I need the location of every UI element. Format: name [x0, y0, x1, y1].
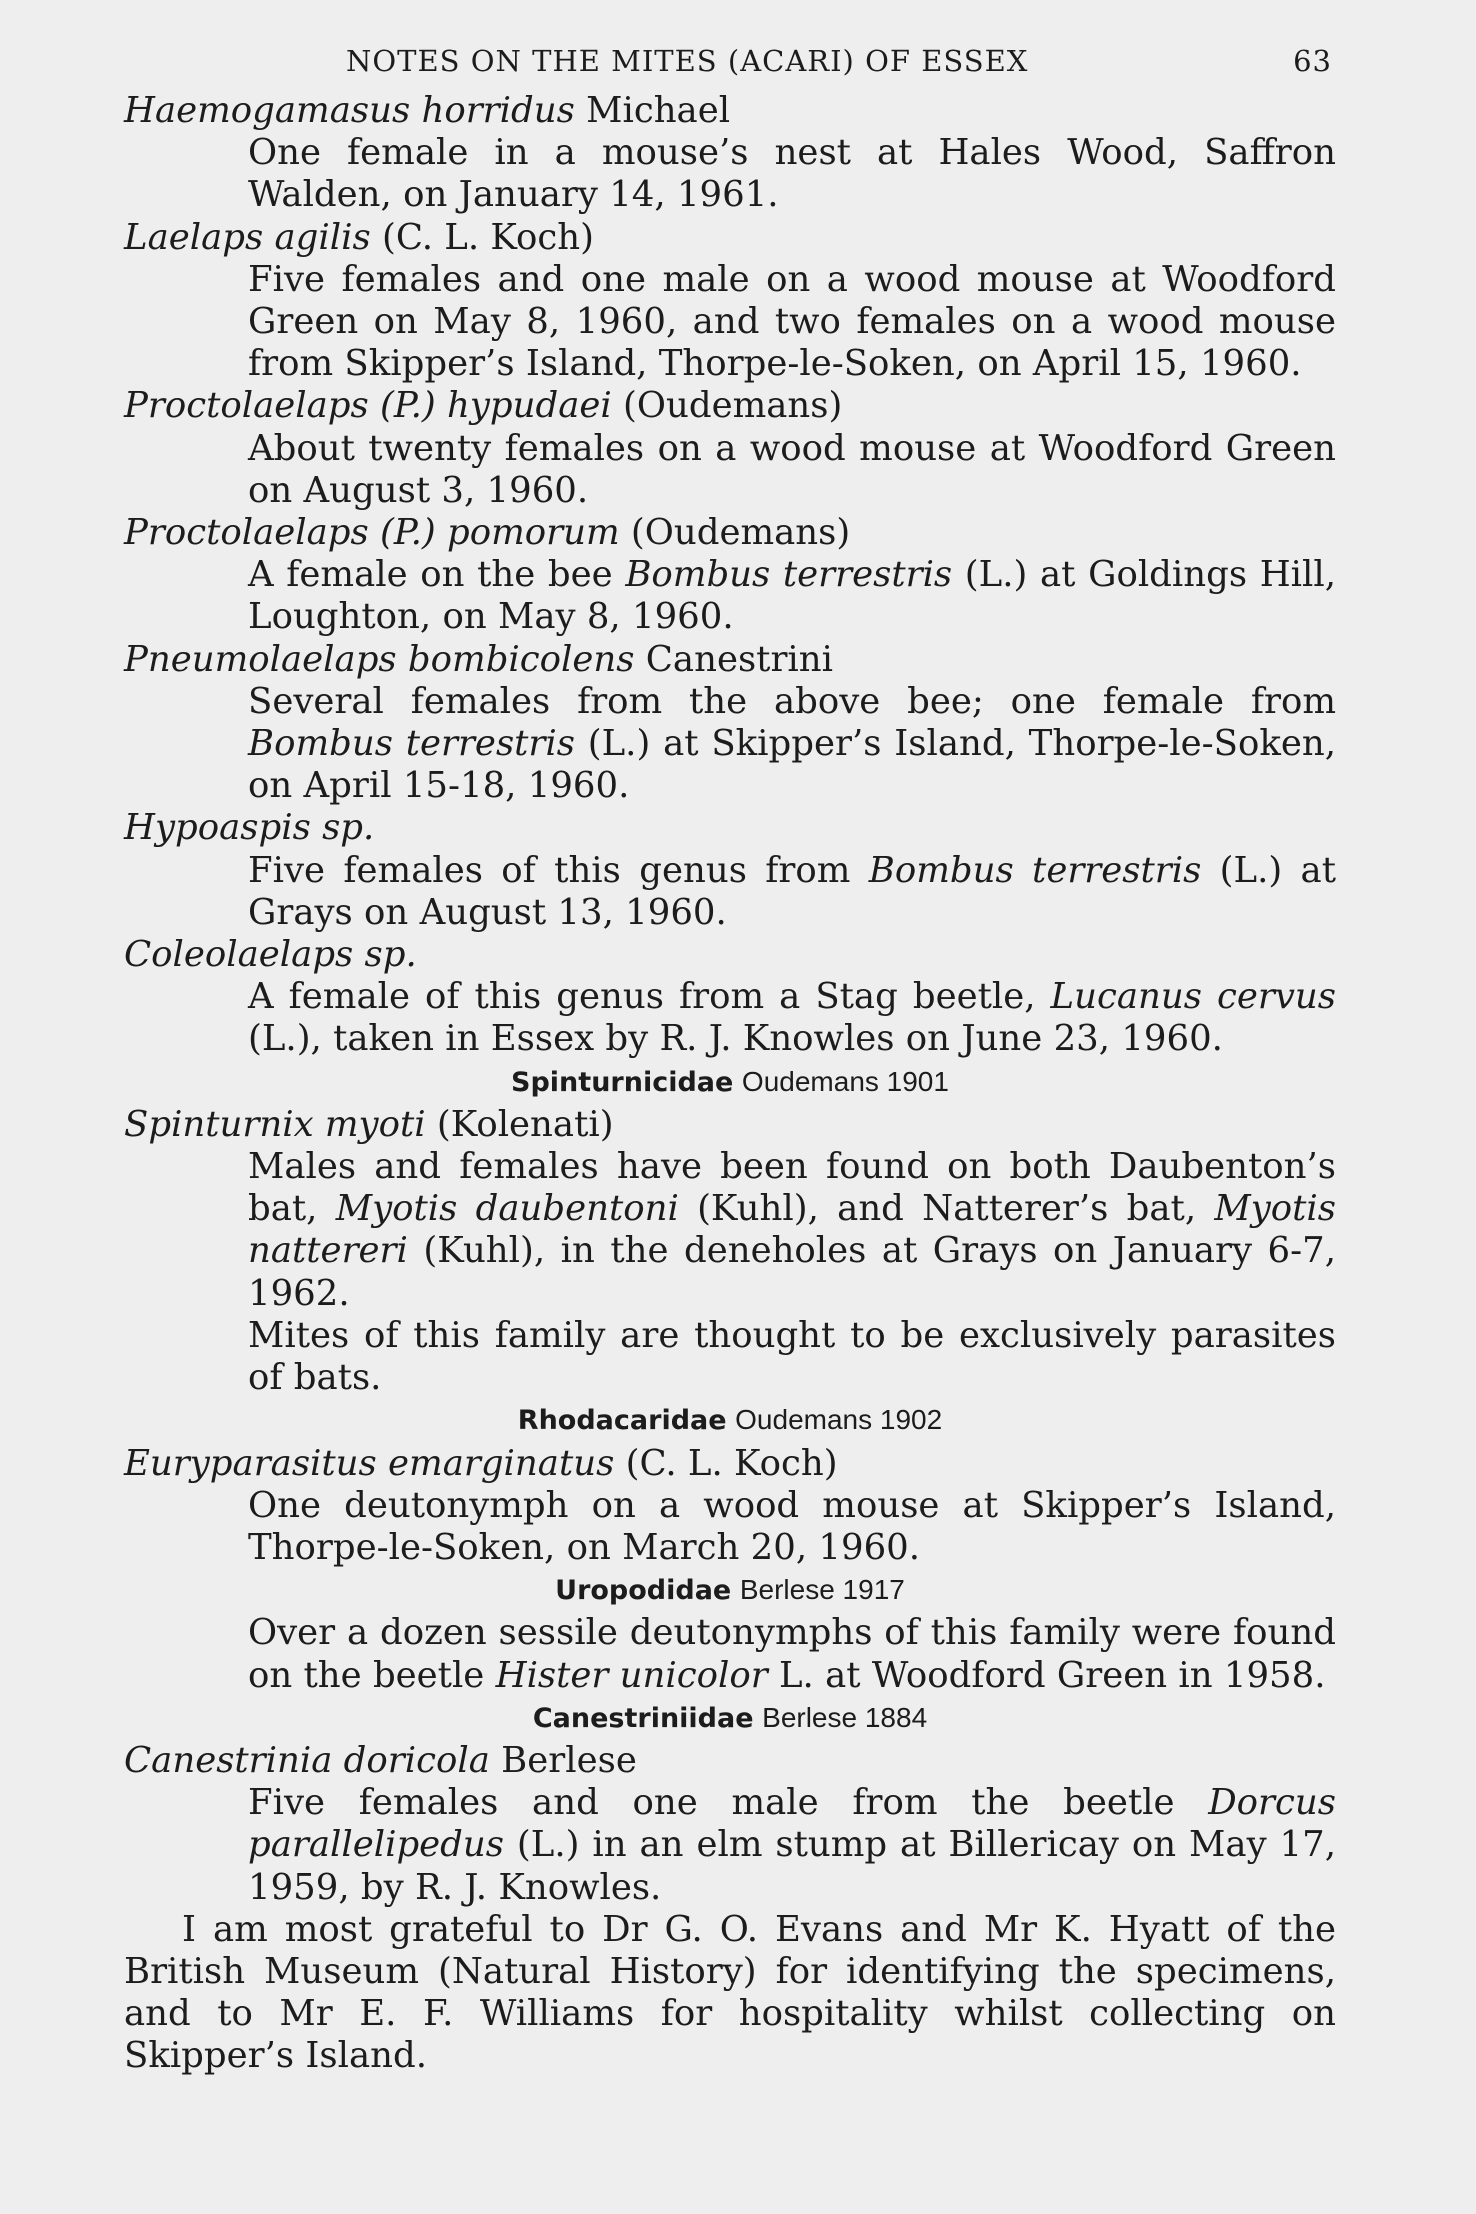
text-segment: (L.) at Skipper’s Island, Thorpe-le-Soken, on April 15-18, 1960. [248, 723, 1336, 807]
species-heading [124, 512, 1336, 554]
family-authority: Berlese 1917 [739, 1574, 905, 1606]
text-segment: (L.) at Grays on August 13, 1960. [248, 849, 1336, 933]
family-name: Rhodacaridae [517, 1405, 727, 1437]
family-heading [124, 1569, 1336, 1612]
species-name: Spinturnix myoti [124, 1103, 426, 1145]
family-authority: Berlese 1884 [762, 1701, 928, 1733]
species-name: Laelaps agilis [124, 216, 371, 258]
text-segment: A female on the bee [248, 554, 626, 596]
text-segment: (Kuhl), and Natterer’s bat, [678, 1188, 1215, 1230]
species-authority: (Kolenati) [436, 1103, 614, 1145]
species-heading [124, 639, 1336, 681]
text-segment: (L.), taken in Essex by R. J. Knowles on June 23, 1960. [248, 1018, 1223, 1060]
family-authority: Oudemans 1902 [735, 1404, 943, 1436]
species-authority: Michael [586, 90, 731, 131]
running-head [124, 40, 1336, 90]
record-text: Mites of this family are thought to be exclusively parasites of bats. [248, 1314, 1336, 1399]
text-segment: (Kuhl), in the deneholes at Grays on January 6-7, 1962. [248, 1230, 1336, 1314]
species-heading [124, 807, 1336, 849]
species-authority: (C. L. Koch) [381, 216, 594, 258]
family-heading [124, 1061, 1336, 1104]
species-name: Coleolaelaps sp. [124, 934, 417, 976]
species-heading [124, 1104, 1336, 1146]
text-segment: Five females of this genus from [248, 849, 869, 891]
text-segment: (L.) at Goldings Hill, Loughton, on May 8, 1960. [248, 554, 1337, 638]
record-text [248, 1146, 1336, 1315]
species-name: Canestrinia doricola [124, 1739, 490, 1781]
family-name: Uropodidae [555, 1575, 732, 1607]
taxon-name: Myotis daubentoni [335, 1188, 679, 1230]
taxon-name: Bombus terrestris [248, 723, 575, 765]
species-authority: Canestrini [645, 638, 833, 680]
taxon-name: Bombus terrestris [868, 849, 1202, 891]
record-text: One deutonymph on a wood mouse at Skipper’s Island, Thorpe-le-Soken, on March 20, 1960. [248, 1484, 1336, 1568]
species-name: Hypoaspis sp. [124, 807, 375, 849]
taxon-name: Bombus terrestris [625, 554, 953, 596]
family-name: Canestriniidae [532, 1702, 754, 1734]
record-text: Five females and one male on a wood mouse at Woodford Green on May 8, 1960, and two females on a wood mouse from Skipper’s Island, Thorpe-le-Soken, on April 15, 1960. [248, 258, 1336, 385]
family-heading [124, 1697, 1336, 1740]
species-name: Haemogamasus horridus [124, 90, 575, 131]
page-content [124, 40, 1336, 2078]
species-authority: (Oudemans) [623, 385, 843, 427]
species-heading [124, 385, 1336, 427]
species-name: Proctolaelaps (P.) pomorum [124, 512, 620, 554]
text-segment: Several females from the above bee; one female from [248, 680, 1336, 722]
record-text [248, 681, 1336, 808]
text-segment: Over a dozen sessile deutonymphs of this family were found on the beetle [248, 1612, 1336, 1696]
text-segment: Males and females have been found on both Daubenton’s bat, [248, 1146, 1336, 1230]
record-text: About twenty females on a wood mouse at Woodford Green on August 3, 1960. [248, 427, 1336, 511]
taxon-name: Lucanus cervus [1050, 976, 1336, 1018]
species-heading [124, 1740, 1336, 1782]
text-segment: L. at Woodford Green in 1958. [767, 1654, 1326, 1696]
species-name: Proctolaelaps (P.) hypudaei [124, 385, 612, 427]
acknowledgement-paragraph: I am most grateful to Dr G. O. Evans and Mr K. Hyatt of the British Museum (Natural History) for identifying the specimens, and to Mr E. F. Williams for hospitality whilst collecting on Skipper’s Island. [124, 1908, 1336, 2077]
record-text [248, 1612, 1336, 1696]
record-text [248, 1782, 1336, 1909]
record-text [248, 976, 1336, 1060]
article-body [124, 90, 1336, 2078]
species-authority: (Oudemans) [630, 512, 851, 554]
taxon-name: Hister unicolor [495, 1654, 768, 1696]
record-text [248, 850, 1336, 934]
species-heading [124, 1443, 1336, 1485]
family-heading [124, 1399, 1336, 1442]
family-authority: Oudemans 1901 [741, 1065, 949, 1097]
running-title: NOTES ON THE MITES (ACARI) OF ESSEX [346, 44, 1029, 78]
page-number: 63 [1293, 44, 1332, 78]
species-authority: Berlese [501, 1739, 637, 1781]
species-heading [124, 934, 1336, 976]
taxon-name: Myotis nattereri [248, 1188, 1336, 1272]
record-text: One female in a mouse’s nest at Hales Wood, Saffron Walden, on January 14, 1961. [248, 132, 1336, 216]
species-name: Euryparasitus emarginatus [124, 1442, 615, 1484]
species-authority: (C. L. Koch) [625, 1442, 838, 1484]
species-heading [124, 90, 1336, 132]
text-segment: A female of this genus from a Stag beetle, [248, 976, 1051, 1018]
taxon-name: Dorcus parallelipedus [248, 1782, 1336, 1866]
species-name: Pneumolaelaps bombicolens [124, 638, 635, 680]
text-segment: (L.) in an elm stump at Billericay on May 17, 1959, by R. J. Knowles. [248, 1824, 1336, 1908]
record-text [248, 554, 1336, 638]
species-heading [124, 217, 1336, 259]
text-segment: Five females and one male from the beetle [248, 1782, 1209, 1824]
family-name: Spinturnicidae [511, 1066, 734, 1098]
